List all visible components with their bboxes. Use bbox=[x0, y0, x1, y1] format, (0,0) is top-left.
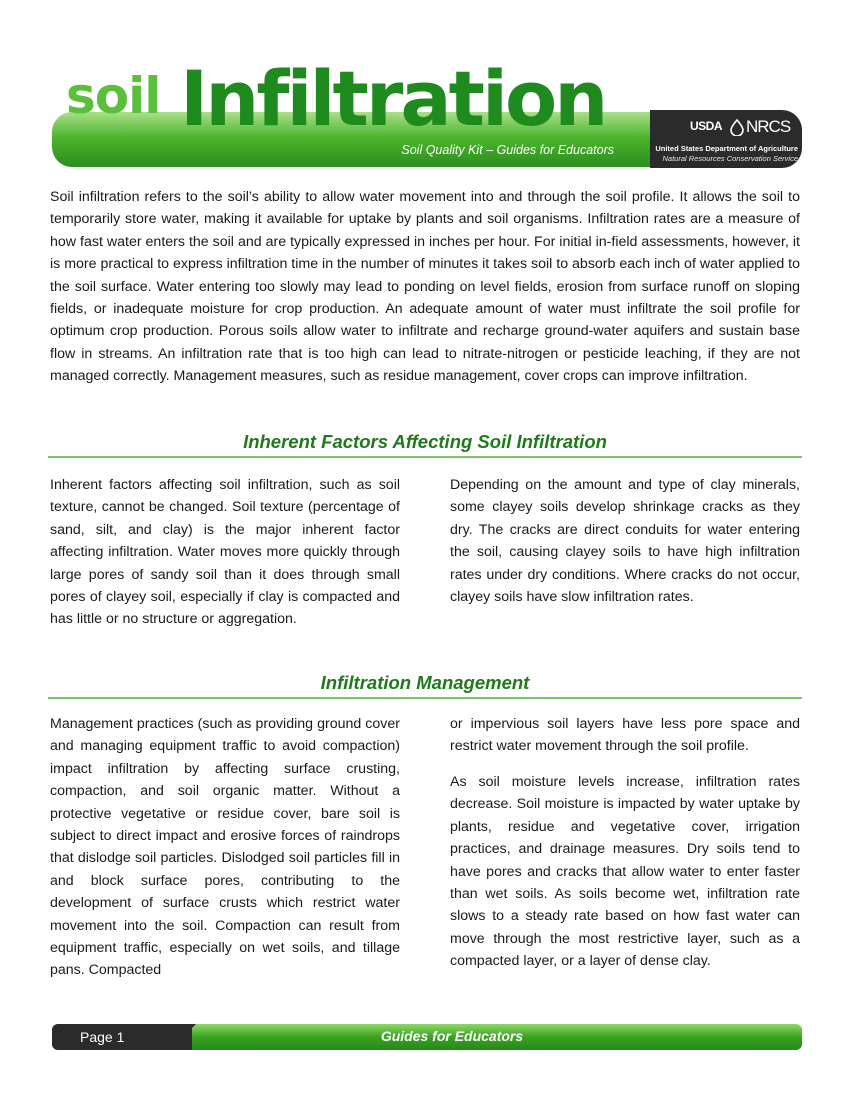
section-heading-infiltration-management: Infiltration Management bbox=[320, 672, 530, 693]
management-left-column: Management practices (such as providing ground cover and managing equipment traffic to avoid compaction) impact infiltration by affecting surface crusting, compaction, and soil organic matter. Without a protective vegetative or residue cover, bare soil is subject to direct impact and erosive forces of raindrops that dislodge soil particles. Dislodged soil particles fill in and block surface pores, contributing to the development of surface crusts which restrict water movement into the soil. Compaction can result from equipment traffic, especially on wet soils, and tillage pans. Compacted bbox=[50, 716, 400, 979]
usda-logo-text: USDA bbox=[690, 119, 723, 133]
water-drop-icon bbox=[730, 119, 744, 136]
usda-nrcs-logo bbox=[650, 110, 802, 168]
intro-paragraph: Soil infiltration refers to the soil’s ability to allow water movement into and through the soil profile. It allows the soil to temporarily store water, making it available for uptake by plants and soil organisms. Infiltration rates are a measure of how fast water enters the soil and are typically expressed in inches per hour. For initial in-field assessments, however, it is more practical to express infiltration time in the number of minutes it takes soil to absorb each inch of water applied to the soil surface. Water entering too slowly may lead to ponding on level fields, erosion from surface runoff on sloping fields, or inadequate moisture for crop production. An adequate amount of water must infiltrate the soil profile for optimum crop production. Porous soils allow water to infiltrate and recharge ground-water aquifers and sustain base flow in streams. An infiltration rate that is too high can lead to nitrate-nitrogen or pesticide leaching, if they are not managed correctly. Management measures, such as residue management, cover crops can improve infiltration. bbox=[50, 189, 800, 385]
management-right-column-p2: As soil moisture levels increase, infiltration rates decrease. Soil moisture is impacted by water uptake by plants, residue and vegetative cover, irrigation practices, and drainage measures. Dry soils tend to have pores and cracks that allow water to enter faster than wet soils. As soils become wet, infiltration rate slows to a steady rate based on how fast water can move through the most restrictive layer, such as a compacted layer, or a layer of dense clay. bbox=[450, 774, 800, 970]
section-divider bbox=[48, 456, 802, 458]
footer-guide-label: Guides for Educators bbox=[380, 1028, 524, 1044]
section-heading-inherent-factors: Inherent Factors Affecting Soil Infiltration bbox=[243, 431, 607, 452]
title-soil: soil bbox=[66, 67, 161, 125]
org-name-usda: United States Department of Agriculture bbox=[655, 144, 798, 153]
nrcs-logo-text: NRCS bbox=[746, 117, 791, 136]
page-number: Page 1 bbox=[80, 1029, 125, 1045]
inherent-factors-right-column: Depending on the amount and type of clay minerals, some clayey soils develop shrinkage cracks as they dry. The cracks are direct conduits for water entering the soil, causing clayey soils to have high infiltration rates under dry conditions. Where cracks do not occur, clayey soils have slow infiltration rates. bbox=[450, 477, 800, 606]
section-divider bbox=[48, 697, 802, 699]
footer-bar bbox=[52, 1024, 802, 1050]
header-tagline: Soil Quality Kit – Guides for Educators bbox=[401, 143, 614, 157]
org-name-nrcs: Natural Resources Conservation Service bbox=[662, 154, 798, 163]
header-banner bbox=[52, 54, 802, 170]
title-infiltration: Infiltration bbox=[180, 54, 606, 143]
management-right-column-p1: or impervious soil layers have less pore space and restrict water movement through the soil profile. bbox=[450, 716, 800, 755]
inherent-factors-left-column: Inherent factors affecting soil infiltration, such as soil texture, cannot be changed. Soil texture (percentage of sand, silt, and clay) is the major inherent factor affecting infiltration. Water moves more quickly through large pores of sandy soil than it does through small pores of clayey soil, especially if clay is compacted and has little or no structure or aggregation. bbox=[50, 477, 400, 628]
